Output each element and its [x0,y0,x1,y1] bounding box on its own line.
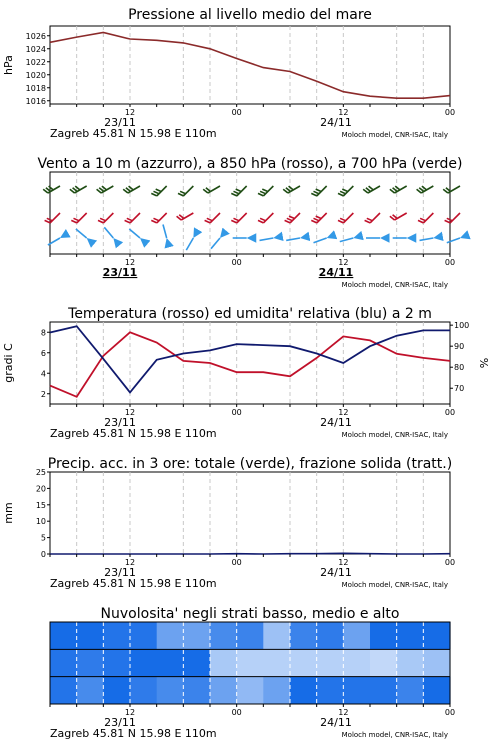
wind-barb-feather [49,186,54,190]
date-label: 23/11 [103,266,138,279]
cloud-cell [317,649,344,676]
cloud-cell [210,649,237,676]
wind-barb [178,186,193,196]
cloud-cell [130,649,157,676]
credit-label: Moloch model, CNR-ISAC, Italy [342,431,448,439]
x-tick-label: 12 [125,558,135,567]
wind-barb-shaft [210,213,220,223]
wind-barb [104,227,113,238]
cloud-cell [317,677,344,704]
y-tick-label: 10 [36,517,46,526]
date-label: 24/11 [320,416,352,429]
plot-frame [50,172,450,254]
wind-barb [418,213,433,223]
x-tick-label: 12 [125,258,135,267]
cloud-cell [157,677,184,704]
y-tick-label: 6 [41,349,46,358]
wind-barb [285,213,300,223]
location-label: Zagreb 45.81 N 15.98 E 110m [50,427,217,440]
wind-barb-feather [367,218,373,220]
wind-barb-shaft [129,229,140,238]
y-tick-label: 20 [36,484,46,493]
cloud-cell [130,677,157,704]
date-label: 24/11 [319,266,354,279]
wind-barb-feather [156,189,161,191]
wind-barb-feather [365,220,371,223]
wind-barb-feather [340,218,346,220]
wind-barb [338,213,353,223]
cloud-cell [183,649,210,676]
x-tick-label: 00 [445,258,455,267]
humidity-series [50,326,450,392]
wind-barb-feather [234,191,239,193]
wind-barb [125,213,140,223]
x-tick-label: 00 [232,408,242,417]
cloud-cell [343,677,370,704]
chart-title: Nuvolosita' negli strati basso, medio e alto [101,606,400,622]
wind-barb-feather [178,193,183,196]
plot-frame [50,26,450,104]
wind-barb-feather [70,189,75,193]
wind-barb-feather [418,220,423,223]
plot-frame [50,322,450,404]
wind-barb-feather [236,189,241,191]
x-tick-label: 12 [338,558,348,567]
x-tick-label: 00 [232,708,242,717]
wind-barb [338,186,353,196]
credit-label: Moloch model, CNR-ISAC, Italy [342,581,448,589]
wind-barb-feather [338,193,343,196]
date-label: 24/11 [320,716,352,729]
wind-barb-shaft [447,238,460,243]
date-label: 23/11 [104,416,136,429]
y-axis-label: gradi C [2,343,15,383]
wind-barb-shaft [163,225,167,239]
wind-barb-feather [47,218,53,220]
wind-barb-shaft [314,238,327,243]
cloud-cell [183,677,210,704]
y-axis-label: % [478,358,491,368]
wind-barb-shaft [263,213,273,223]
wind-barb [311,186,326,196]
cloud-cell [423,677,450,704]
wind-barb-feather [445,220,451,223]
cloud-cell [183,622,210,649]
cloud-cell [210,622,237,649]
x-tick-label: 12 [338,108,348,117]
wind-barb-feather [340,191,346,193]
y-tick-label: 1024 [26,45,46,54]
wind-barb-feather [260,218,266,220]
wind-barb-shaft [340,238,354,242]
cloud-cell [130,622,157,649]
wind-barb-feather [234,218,239,220]
date-label: 24/11 [320,116,352,129]
wind-barb [97,186,114,193]
chart-title: Pressione al livello medio del mare [128,7,372,23]
wind-barb-feather [311,220,317,223]
x-tick-label: 12 [125,408,135,417]
cloud-cell [397,677,424,704]
wind-barb-feather [390,189,395,193]
cloud-cell [343,649,370,676]
wind-barb-shaft [157,213,167,223]
y-tick-label: 1026 [26,32,46,41]
wind-barb-shaft [237,213,247,223]
wind-barb-feather [258,220,263,223]
wind-barb [286,238,300,240]
cloud-cell [103,649,130,676]
cloud-cell [237,649,264,676]
wind-barb-feather [314,191,319,193]
wind-barb-shaft [104,227,113,238]
wind-barb [443,186,460,193]
wind-barb-shaft [103,213,113,223]
y-tick-label: 1016 [26,97,46,106]
cloud-cell [77,622,104,649]
wind-barb [283,186,300,193]
pressure-series [50,33,450,99]
cloud-cell [423,622,450,649]
wind-barb-shaft [76,229,87,238]
wind-barb [231,186,246,196]
wind-barb-feather [369,186,374,190]
temperature-series [50,332,450,397]
cloud-cell [397,622,424,649]
y-tick-label: 15 [36,501,46,510]
wind-barb [311,213,326,223]
wind-barb [445,213,460,223]
x-tick-label: 12 [338,408,348,417]
wind-barb-feather [285,220,291,223]
wind-barb-feather [390,216,395,220]
plot-frame [50,472,450,554]
credit-label: Moloch model, CNR-ISAC, Italy [342,281,448,289]
cloud-cell [237,622,264,649]
wind-barb-feather [127,218,133,220]
wind-barb-feather [420,218,426,220]
wind-barb [203,186,220,193]
wind-barb [231,213,246,223]
cloud-cell [263,677,290,704]
wind-barb-feather [231,193,237,196]
wind-barb-feather [100,218,106,220]
y-tick-label: 1018 [26,84,46,93]
cloud-cell [77,649,104,676]
wind-barb-shaft [260,238,274,240]
cloud-cell [290,677,317,704]
y-tick-label: 4 [41,369,46,378]
wind-barb [123,186,140,193]
wind-barb [260,238,274,240]
wind-barb-feather [447,218,453,220]
x-tick-label: 00 [445,708,455,717]
wind-barb-feather [129,186,134,190]
wind-barb-feather [180,191,186,193]
y-tick-label: 1022 [26,58,46,67]
wind-barb-feather [289,216,295,218]
wind-barb [186,238,193,250]
cloud-cell [290,649,317,676]
cloud-cell [50,649,77,676]
y-tick-label: 0 [41,550,46,559]
wind-barb-feather [289,186,294,190]
cloud-cell [343,622,370,649]
date-label: 23/11 [104,116,136,129]
wind-barb [314,238,327,243]
wind-barb [76,229,87,238]
cloud-cell [263,649,290,676]
wind-barb-feather [338,220,343,223]
wind-barb [211,238,220,249]
cloud-cell [50,677,77,704]
wind-barb-feather [74,218,79,220]
wind-barb-feather [258,193,263,196]
wind-barb [258,213,273,223]
wind-barb-feather [125,220,131,223]
wind-barb [43,186,60,193]
date-label: 23/11 [104,566,136,579]
wind-barb-shaft [420,238,434,240]
cloud-cell [210,677,237,704]
x-tick-label: 00 [445,558,455,567]
wind-barb-feather [231,220,237,223]
wind-barb-shaft [370,213,380,223]
wind-barb [365,213,380,223]
wind-barb-shaft [343,213,353,223]
cloud-cell [423,649,450,676]
precip-series [50,553,450,554]
cloud-cell [103,622,130,649]
wind-barb-shaft [77,213,87,223]
wind-barb-feather [151,220,157,223]
chart-title: Vento a 10 m (azzurro), a 850 hPa (rosso), a 700 hPa (verde) [37,156,462,172]
location-label: Zagreb 45.81 N 15.98 E 110m [50,127,217,140]
chart-title: Precip. acc. in 3 ore: totale (verde), frazione solida (tratt.) [48,456,452,472]
location-label: Zagreb 45.81 N 15.98 E 110m [50,577,217,590]
wind-barb-feather [154,191,159,193]
wind-barb-feather [314,218,319,220]
wind-barb [98,213,113,223]
cloud-cell [290,622,317,649]
wind-barb-shaft [50,213,60,223]
wind-barb-feather [260,191,266,193]
wind-barb-feather [342,189,348,191]
wind-barb [417,186,434,193]
wind-barb-shaft [450,213,460,223]
wind-barb [129,229,140,238]
wind-barb-feather [316,216,321,218]
x-tick-label: 00 [232,258,242,267]
wind-barb [363,186,380,193]
location-label: Zagreb 45.81 N 15.98 E 110m [50,727,217,740]
wind-barb-feather [45,220,51,223]
x-tick-label: 12 [125,108,135,117]
wind-barb-feather [75,186,80,190]
y-tick-label-right: 100 [454,321,469,330]
cloud-cell [237,677,264,704]
y-tick-label: 8 [41,328,46,337]
wind-barb-feather [98,220,103,223]
wind-barb-shaft [211,238,220,249]
cloud-cell [103,677,130,704]
wind-barb-feather [102,186,107,190]
x-tick-label: 00 [445,408,455,417]
wind-barb [45,213,60,223]
x-tick-label: 00 [445,108,455,117]
wind-barb [151,186,166,196]
wind-barb [340,238,354,242]
wind-barb [151,213,166,223]
cloud-cell [397,649,424,676]
wind-barb [447,238,460,243]
cloud-cell [370,649,397,676]
cloud-cell [263,622,290,649]
wind-barb-feather [422,186,427,190]
chart-title: Temperatura (rosso) ed umidita' relativa (blu) a 2 m [67,306,432,322]
cloud-cell [317,622,344,649]
cloud-cell [157,622,184,649]
wind-barb-feather [154,218,159,220]
y-tick-label: 25 [36,468,46,477]
wind-barb-shaft [183,186,193,196]
wind-barb-feather [316,189,321,191]
date-label: 24/11 [320,566,352,579]
cloud-cell [157,649,184,676]
wind-barb [70,186,87,193]
cloud-cell [77,677,104,704]
y-tick-label-right: 70 [454,384,464,393]
wind-barb-shaft [130,213,140,223]
y-tick-label: 2 [41,390,46,399]
wind-barb [205,213,220,223]
wind-barb-shaft [423,213,433,223]
y-tick-label: 5 [41,534,46,543]
wind-barb-feather [207,218,213,220]
wind-barb-feather [71,220,77,223]
wind-barb [163,225,167,239]
y-tick-label: 1020 [26,71,46,80]
wind-barb-shaft [186,238,193,250]
cloud-cell [370,622,397,649]
x-tick-label: 12 [338,708,348,717]
credit-label: Moloch model, CNR-ISAC, Italy [342,731,448,739]
y-axis-label: mm [2,502,15,523]
wind-barb-feather [287,218,293,220]
x-tick-label: 12 [338,258,348,267]
wind-barb-feather [262,189,268,191]
wind-barb [390,186,407,193]
y-tick-label-right: 90 [454,342,464,351]
x-tick-label: 12 [125,708,135,717]
wind-barb-feather [311,193,317,196]
wind-barb [71,213,86,223]
cloud-cell [370,677,397,704]
credit-label: Moloch model, CNR-ISAC, Italy [342,131,448,139]
wind-barb-feather [151,193,157,196]
y-tick-label-right: 80 [454,363,464,372]
y-axis-label: hPa [2,55,15,75]
wind-barb [390,213,407,220]
x-tick-label: 00 [232,108,242,117]
x-tick-label: 00 [232,558,242,567]
date-label: 23/11 [104,716,136,729]
wind-barb-feather [205,220,211,223]
wind-barb [177,213,194,220]
wind-barb-feather [395,186,400,190]
wind-barb [420,238,434,240]
wind-barb [258,186,273,196]
wind-barb-shaft [286,238,300,240]
cloud-cell [50,622,77,649]
